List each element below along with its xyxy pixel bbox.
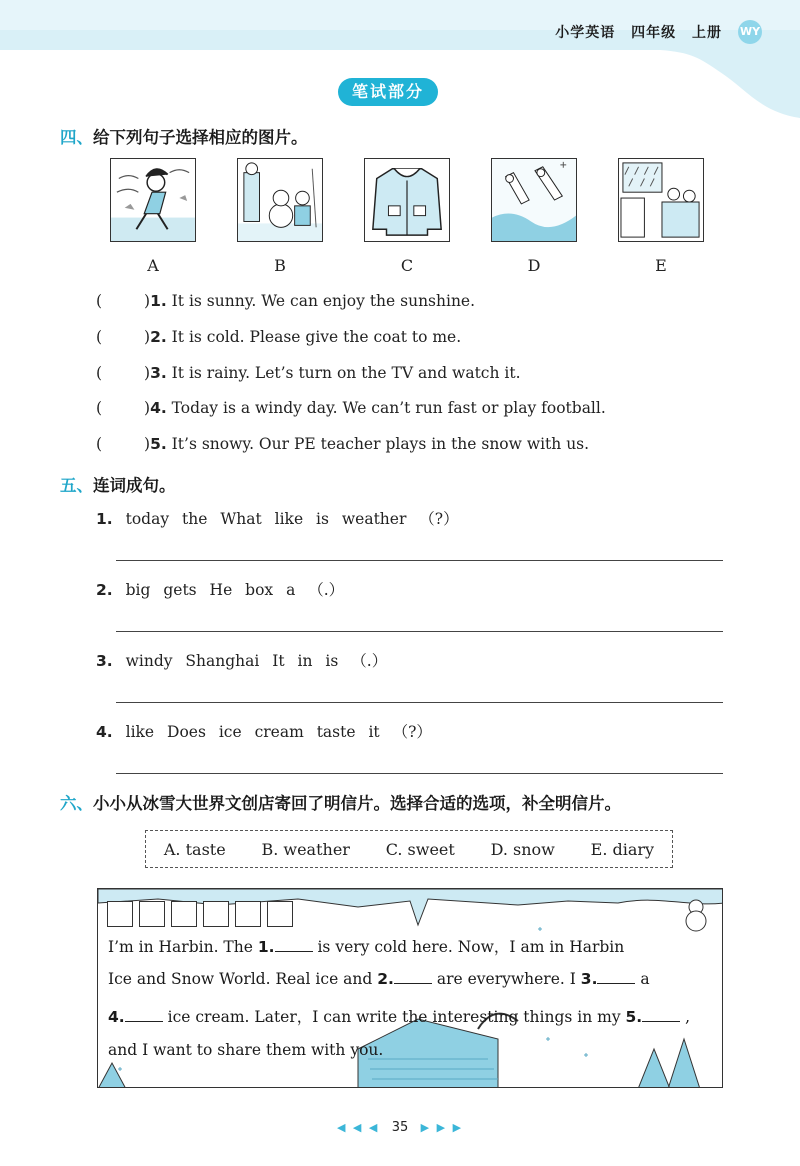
q6-number: 六、 xyxy=(60,794,93,813)
section-label: 笔试部分 xyxy=(338,78,438,106)
postcard-line-3: 4. ice cream. Later，I can write the interesting things in my 5. , xyxy=(108,1008,691,1026)
q4-item-1[interactable]: ( )1. It is sunny. We can enjoy the sunshine. xyxy=(96,292,476,310)
option-d: D. snow xyxy=(490,839,555,859)
coat-picture-icon xyxy=(365,159,449,241)
picture-c xyxy=(364,158,450,242)
q4-item-5[interactable]: ( )5. It’s snowy. Our PE teacher plays in the snow with us. xyxy=(96,435,590,453)
page-footer xyxy=(0,1120,800,1135)
q4-title xyxy=(60,124,308,148)
postcard-line-1: I’m in Harbin. The 1. is very cold here. Now，I am in Harbin xyxy=(108,938,625,956)
answer-line[interactable] xyxy=(116,702,723,703)
picture-letter: E xyxy=(655,256,667,275)
picture-letter: C xyxy=(400,256,414,275)
postcard xyxy=(97,888,723,1088)
windy-day-picture-icon xyxy=(111,159,195,241)
postcard-line-4: and I want to share them with you. xyxy=(108,1041,384,1059)
picture-a xyxy=(110,158,196,242)
answer-line[interactable] xyxy=(116,560,723,561)
sunbathing-picture-icon xyxy=(492,159,576,241)
word-options-box xyxy=(145,830,673,868)
answer-paren: ( xyxy=(96,364,103,382)
answer-paren: ( xyxy=(96,292,103,310)
picture-letter: D xyxy=(527,256,541,275)
postcode-box[interactable] xyxy=(139,901,165,927)
page-number: 35 xyxy=(391,1120,409,1135)
header-ice-band xyxy=(0,0,800,130)
q5-item-2: 2. big gets He box a （.） xyxy=(96,581,345,599)
picture-d xyxy=(491,158,577,242)
postcard-line-2: Ice and Snow World. Real ice and 2. are everywhere. I 3. a xyxy=(108,970,650,988)
next-arrows-icon: ▶ ▶ ▶ xyxy=(420,1121,464,1134)
blank-4[interactable] xyxy=(125,1009,163,1022)
q6-title-text: 小小从冰雪大世界文创店寄回了明信片。选择合适的选项，补全明信片。 xyxy=(93,794,621,813)
postcode-box[interactable] xyxy=(267,901,293,927)
q6-title xyxy=(60,790,621,814)
blank-2[interactable] xyxy=(394,971,432,984)
stamp-boxes xyxy=(107,901,293,927)
q5-number: 五、 xyxy=(60,476,93,495)
answer-line[interactable] xyxy=(116,631,723,632)
picture-e xyxy=(618,158,704,242)
publisher-badge: WY xyxy=(738,20,762,44)
blank-3[interactable] xyxy=(597,971,635,984)
q4-item-2[interactable]: ( )2. It is cold. Please give the coat to me. xyxy=(96,328,462,346)
picture-b xyxy=(237,158,323,242)
blank-5[interactable] xyxy=(642,1009,680,1022)
postcode-box[interactable] xyxy=(107,901,133,927)
q4-title-text: 给下列句子选择相应的图片。 xyxy=(93,128,308,147)
rainy-tv-picture-icon xyxy=(619,159,703,241)
option-b: B. weather xyxy=(261,839,350,859)
q4-item-3[interactable]: ( )3. It is rainy. Let’s turn on the TV and watch it. xyxy=(96,364,521,382)
q5-item-4: 4. like Does ice cream taste it （?） xyxy=(96,723,432,741)
q4-number: 四、 xyxy=(60,128,93,147)
postcode-box[interactable] xyxy=(203,901,229,927)
q5-item-3: 3. windy Shanghai It in is （.） xyxy=(96,652,388,670)
answer-paren: ( xyxy=(96,328,103,346)
blank-1[interactable] xyxy=(275,939,313,952)
option-a: A. taste xyxy=(163,839,226,859)
postcode-box[interactable] xyxy=(235,901,261,927)
answer-line[interactable] xyxy=(116,773,723,774)
q4-item-4[interactable]: ( )4. Today is a windy day. We can’t run fast or play football. xyxy=(96,399,606,417)
postcode-box[interactable] xyxy=(171,901,197,927)
option-c: C. sweet xyxy=(385,839,455,859)
prev-arrows-icon: ◀ ◀ ◀ xyxy=(336,1121,380,1134)
answer-paren: ( xyxy=(96,435,103,453)
option-e: E. diary xyxy=(590,839,655,859)
answer-paren: ( xyxy=(96,399,103,417)
picture-letter: B xyxy=(274,256,286,275)
q5-title-text: 连词成句。 xyxy=(93,476,176,495)
book-title: 小学英语 四年级 上册 xyxy=(555,25,722,41)
picture-letter: A xyxy=(147,256,159,275)
q5-item-1: 1. today the What like is weather （?） xyxy=(96,510,459,528)
snowman-picture-icon xyxy=(238,159,322,241)
q5-title xyxy=(60,472,176,496)
